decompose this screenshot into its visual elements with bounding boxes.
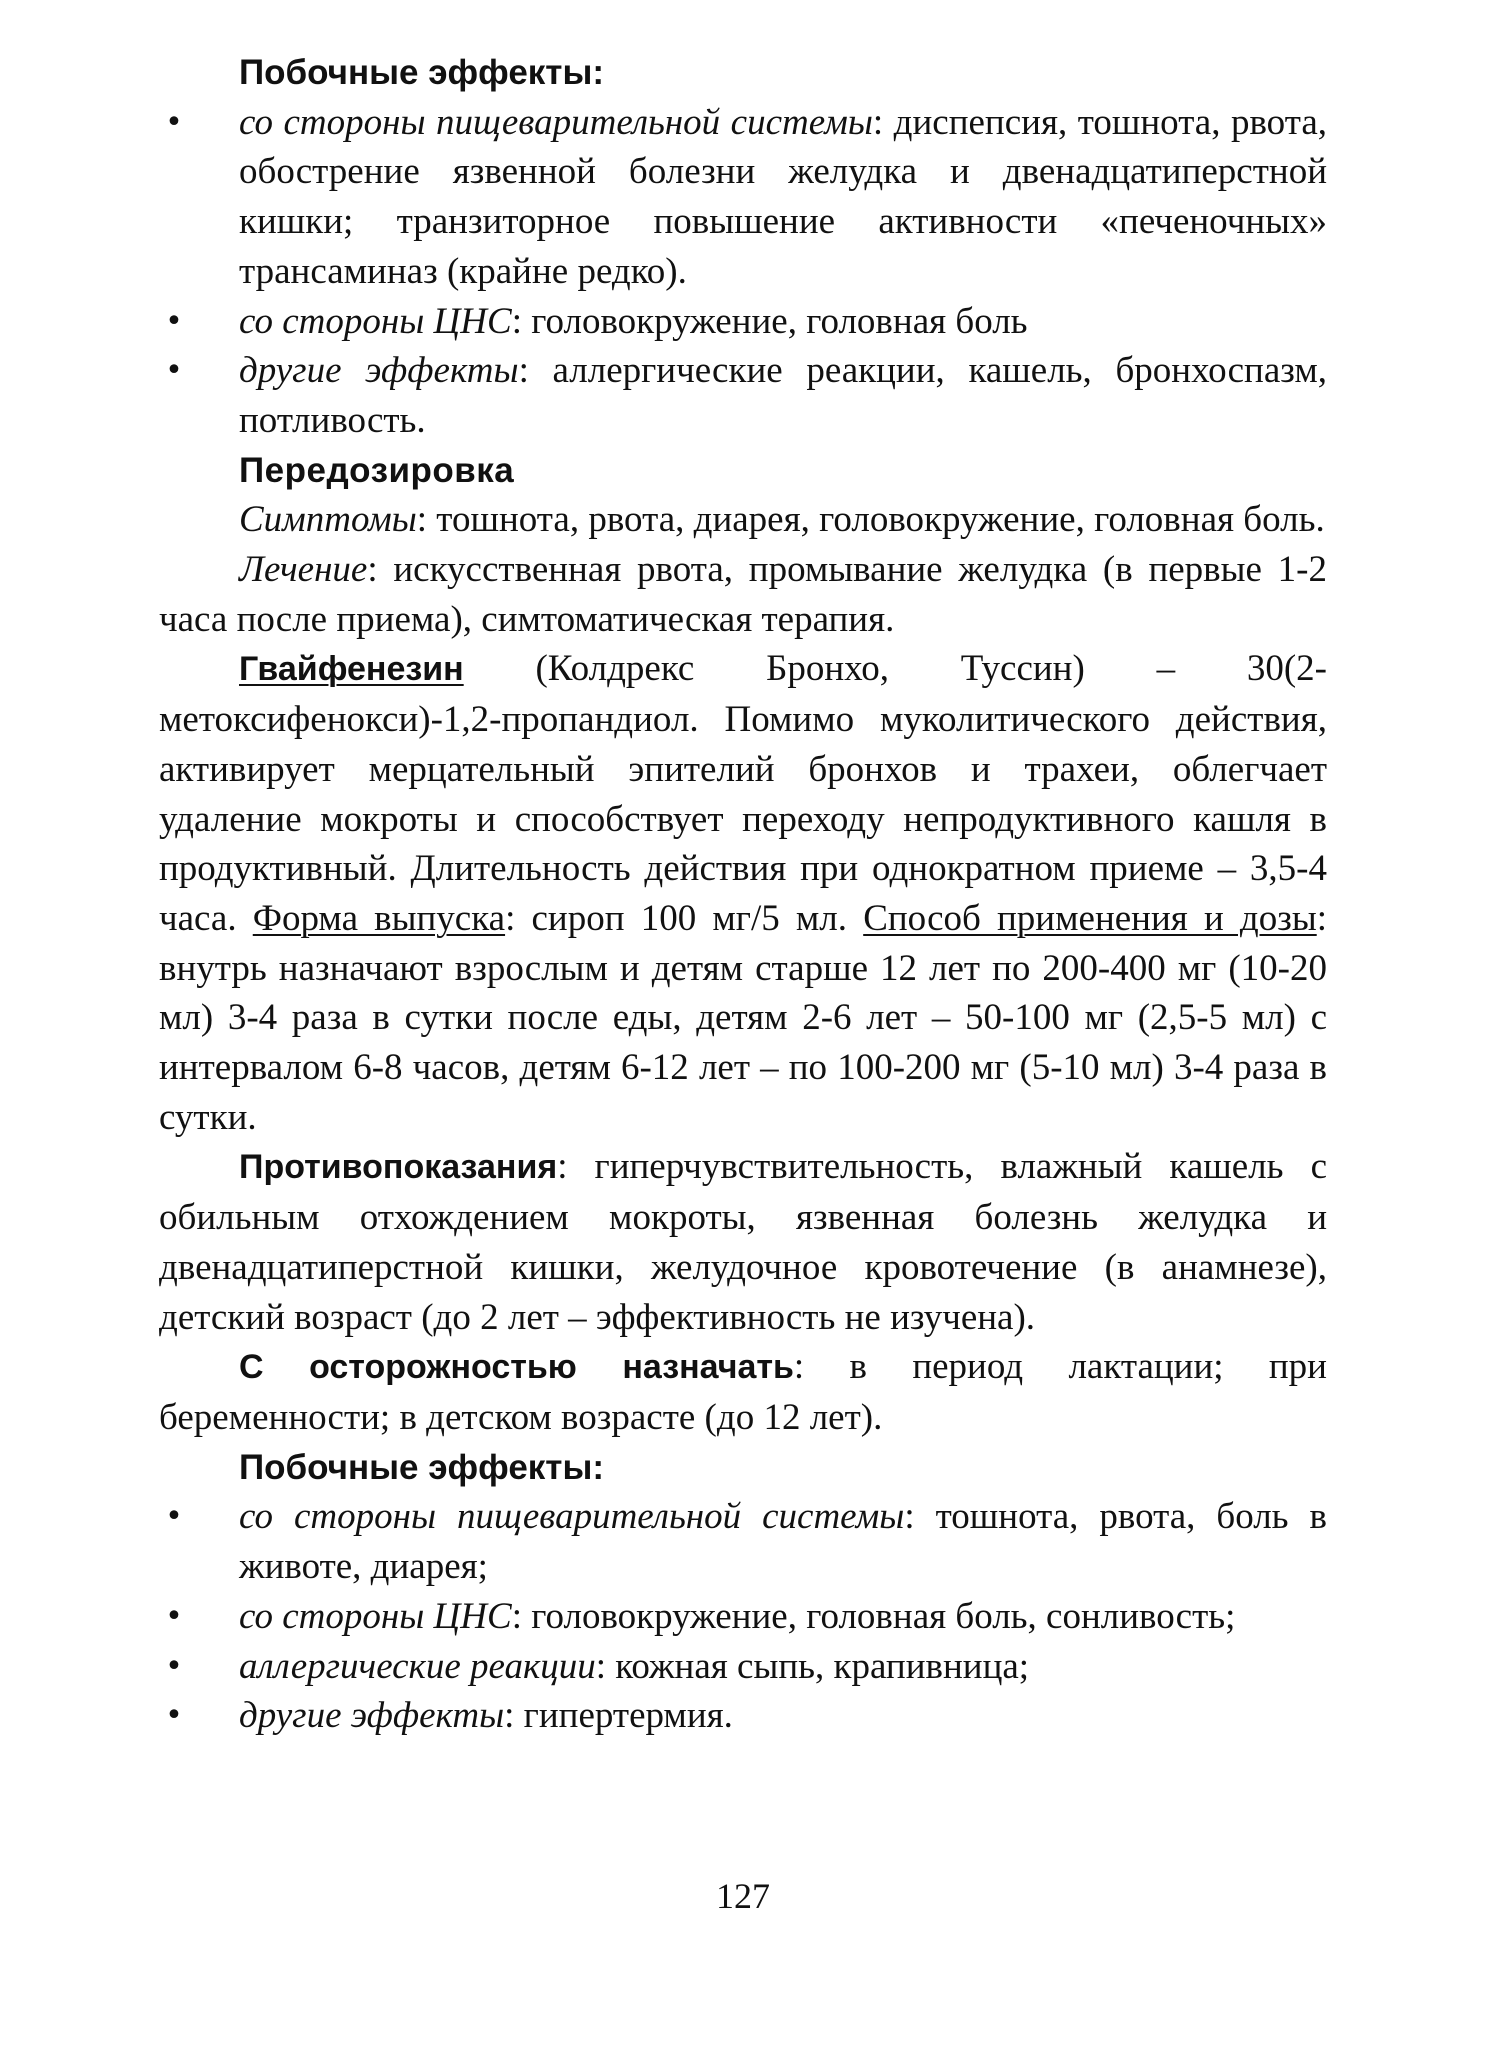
page-text <box>159 48 1327 1741</box>
item-label: другие эффекты <box>239 1695 505 1737</box>
bullet-icon: • <box>165 1648 183 1684</box>
list-item <box>159 1691 1327 1741</box>
overdose-treatment <box>159 545 1327 644</box>
item-text: : диспепсия, тошнота, рвота, обострение язвенной болезни желудка и двенадцатиперстной кишки; транзиторное повышение активности «печеночных» трансаминаз (крайне редко). <box>239 101 1327 292</box>
contraindications-text: : гиперчувствительность, влажный кашель с обильным отхождением мокроты, язвенная болезнь желудка и двенадцатиперстной кишки, желудочное кровотечение (в анамнезе), детский возраст (до 2 лет – эффективность не изучена). <box>159 1146 1327 1338</box>
dose-text: : внутрь назначают взрослым и детям старше 12 лет по 200-400 мг (10-20 мл) 3-4 раза в сутки после еды, детям 2-6 лет – 50-100 мг (2,5-5 мл) с интервалом 6-8 часов, детям 6-12 лет – по 100-200 мг (5-10 мл) 3-4 раза в сутки. <box>159 897 1327 1138</box>
item-label: аллергические реакции <box>239 1645 596 1687</box>
heading-colon: : <box>592 53 604 92</box>
symptoms-label: Симптомы <box>239 499 417 541</box>
item-text: : головокружение, головная боль <box>511 300 1028 342</box>
list-item <box>159 1592 1327 1642</box>
list-item <box>159 1492 1327 1591</box>
overdose-heading: Передозировка <box>239 450 515 490</box>
dose-label: Способ применения и дозы <box>863 897 1317 939</box>
item-text: : головокружение, головная боль, сонливость; <box>511 1595 1236 1637</box>
bullet-icon: • <box>165 1598 183 1634</box>
contraindications-paragraph <box>159 1142 1327 1342</box>
side-effects-list-2 <box>159 1492 1327 1741</box>
item-label: со стороны пищеварительной системы <box>239 1496 905 1538</box>
item-label: другие эффекты <box>239 350 519 392</box>
page-number: 127 <box>716 1876 770 1916</box>
side-effects-list <box>159 98 1327 446</box>
treatment-label: Лечение <box>239 549 368 591</box>
bullet-icon: • <box>165 1698 183 1734</box>
form-label: Форма выпуска <box>252 897 506 939</box>
bullet-icon: • <box>165 104 183 140</box>
item-text: : гипертермия. <box>504 1695 733 1737</box>
contraindications-label: Противопоказания <box>239 1148 558 1187</box>
list-item <box>159 346 1327 445</box>
caution-label: С осторожностью назначать <box>239 1348 794 1387</box>
heading-text: Побочные эффекты <box>239 53 593 92</box>
caution-text: : в период лактации; при беременности; в детском возрасте (до 12 лет). <box>159 1346 1327 1438</box>
heading-text: Побочные эффекты <box>239 1447 593 1487</box>
item-text: : аллергические реакции, кашель, бронхоспазм, потливость. <box>239 350 1327 441</box>
item-label: со стороны ЦНС <box>239 300 512 342</box>
item-text: : кожная сыпь, крапивница; <box>595 1645 1030 1687</box>
overdose-symptoms <box>159 495 1327 545</box>
list-item <box>159 1642 1327 1692</box>
treatment-text: : искусственная рвота, промывание желудка (в первые 1-2 часа после приема), симтоматическая терапия. <box>159 549 1327 640</box>
symptoms-text: : тошнота, рвота, диарея, головокружение, головная боль. <box>416 499 1325 541</box>
item-label: со стороны пищеварительной системы <box>239 101 873 143</box>
item-text: : тошнота, рвота, боль в животе, диарея; <box>239 1496 1327 1588</box>
side-effects-heading-2 <box>159 1443 1327 1493</box>
bullet-icon: • <box>165 353 183 389</box>
drug-description: (Колдрекс Бронхо, Туссин) – 30(2-метоксифенокси)-1,2-пропандиол. Помимо муколитического действия, активирует мерцательный эпителий бронхов и трахеи, облегчает удаление мокроты и способствует переходу непродуктивного кашля в продуктивный. Длительность действия при однократном приеме – 3,5-4 часа. <box>159 648 1327 939</box>
bullet-icon: • <box>165 303 183 339</box>
bullet-icon: • <box>165 1499 183 1535</box>
side-effects-heading <box>159 48 1327 98</box>
drug-name: Гвайфенезин <box>239 650 464 689</box>
form-text: : сироп 100 мг/5 мл. <box>505 897 864 939</box>
heading-colon: : <box>592 1447 604 1487</box>
caution-paragraph <box>159 1342 1327 1442</box>
drug-paragraph <box>159 644 1327 1142</box>
list-item <box>159 297 1327 347</box>
item-label: со стороны ЦНС <box>239 1595 512 1637</box>
list-item <box>159 98 1327 297</box>
